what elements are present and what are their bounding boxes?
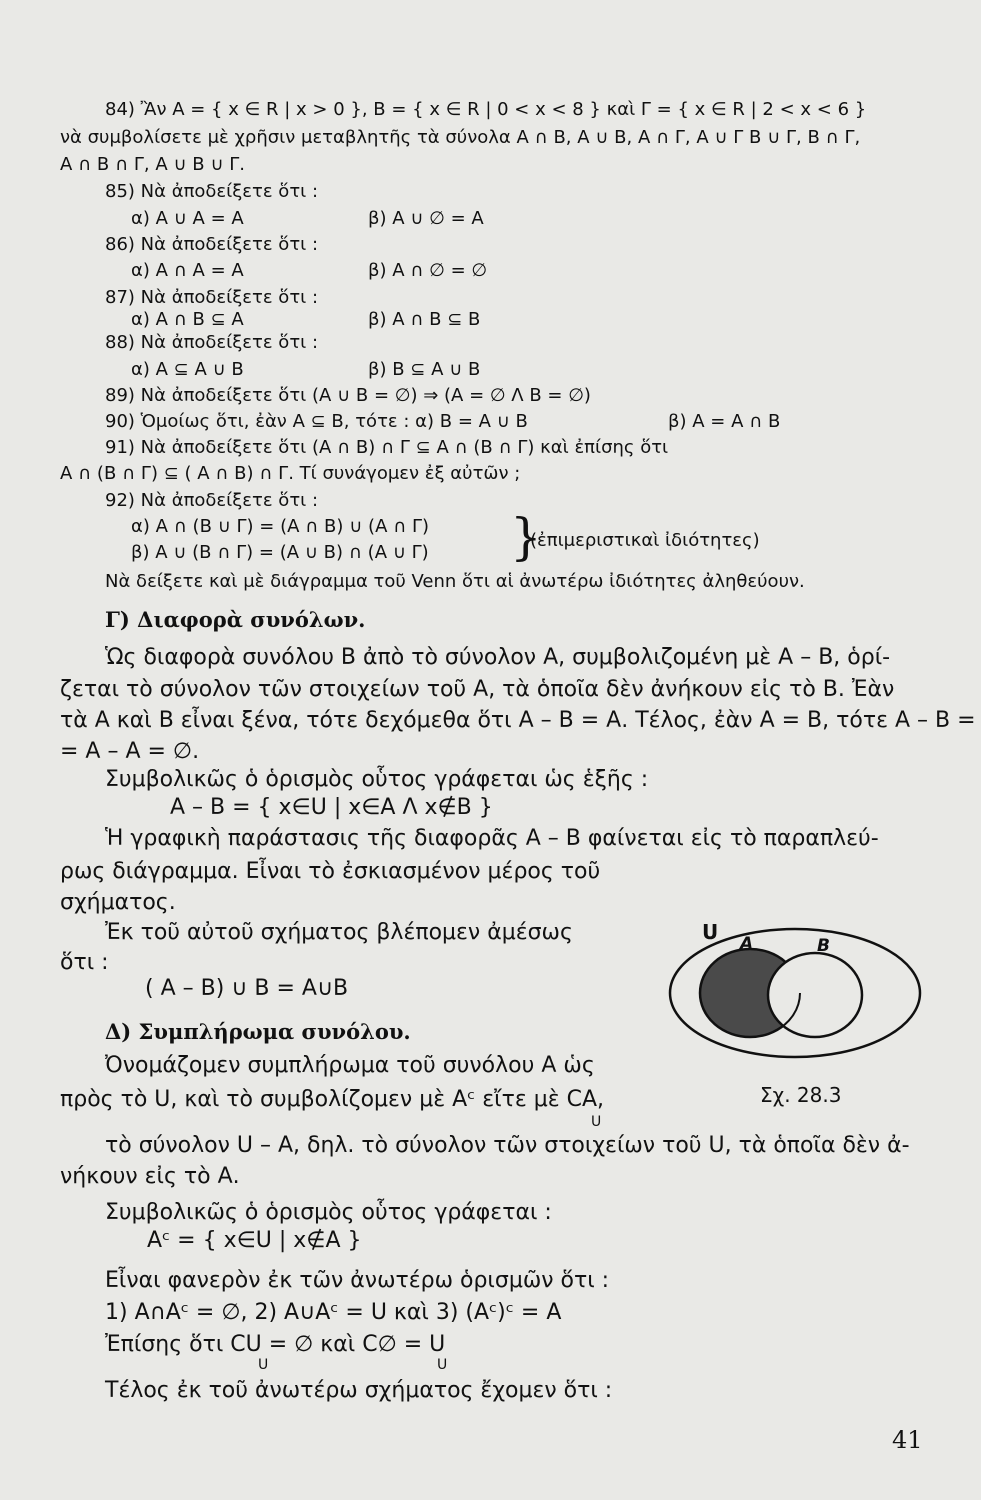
complement-line1: Ὀνομάζομεν συμπλήρωμα τοῦ συνόλου Α ὡς (105, 1053, 595, 1078)
exercise-84-line1: 84) Ἂν Α = { x ∈ R | x > 0 }, Β = { x ∈ R | 0 < x < 8 } καὶ Γ = { x ∈ R | 2 < x < 6 } (105, 99, 867, 120)
exercise-88-a: α) Α ⊆ Α ∪ Β (131, 359, 244, 380)
exercise-86-a: α) Α ∩ Α = Α (131, 260, 244, 281)
complement-line6: Εἶναι φανερὸν ἐκ τῶν ἀνωτέρω ὁρισμῶν ὅτι : (105, 1268, 610, 1293)
exercise-88: 88) Νὰ ἀποδείξετε ὅτι : (105, 332, 319, 353)
difference-line3: τὰ Α καὶ Β εἶναι ξένα, τότε δεχόμεθα ὅτι Α – Β = Α. Τέλος, ἐὰν Α = Β, τότε Α – Β = (60, 708, 976, 733)
difference-line1: Ὡς διαφορὰ συνόλου Β ἀπὸ τὸ σύνολον Α, συμβολιζομένη μὲ Α – Β, ὁρί- (105, 645, 891, 670)
exercise-86-b: β) Α ∩ ∅ = ∅ (368, 260, 488, 281)
section-difference-heading: Γ) Διαφορὰ συνόλων. (105, 607, 366, 632)
complement-line4: νήκουν εἰς τὸ Α. (60, 1164, 240, 1189)
exercise-91-line2: Α ∩ (Β ∩ Γ) ⊆ ( Α ∩ Β) ∩ Γ. Τί συνάγομεν ἐξ αὐτῶν ; (60, 463, 521, 484)
figure-caption: Σχ. 28.3 (760, 1083, 842, 1107)
complement-formula: Aᶜ = { x∈U | x∉A } (147, 1228, 362, 1253)
distributive-label: (ἐπιμεριστικαὶ ἰδιότητες) (530, 530, 760, 551)
complement-line7: 1) A∩Aᶜ = ∅, 2) A∪Aᶜ = U καὶ 3) (Aᶜ)ᶜ = A (105, 1300, 562, 1325)
complement-line5: Συμβολικῶς ὁ ὁρισμὸς οὗτος γράφεται : (105, 1200, 552, 1225)
set-b-circle (768, 953, 862, 1037)
difference-line9: Ἐκ τοῦ αὐτοῦ σχήματος βλέπομεν ἀμέσως (105, 920, 573, 945)
exercise-87: 87) Νὰ ἀποδείξετε ὅτι : (105, 287, 319, 308)
exercise-85: 85) Νὰ ἀποδείξετε ὅτι : (105, 181, 319, 202)
complement-subscript-u-3: U (437, 1357, 448, 1373)
right-brace: } (510, 508, 542, 566)
exercise-92-a: α) Α ∩ (Β ∪ Γ) = (Α ∩ Β) ∪ (Α ∩ Γ) (131, 516, 430, 537)
complement-subscript-u-2: U (258, 1357, 269, 1373)
difference-line8: σχήματος. (60, 890, 176, 915)
label-b: B (817, 936, 830, 956)
difference-formula: Α – Β = { x∈U | x∈A Λ x∉B } (170, 795, 493, 820)
label-u: U (702, 920, 719, 944)
difference-line10: ὅτι : (60, 950, 109, 975)
venn-diagram (660, 915, 930, 1065)
page-number: 41 (892, 1426, 923, 1454)
difference-line5: Συμβολικῶς ὁ ὁρισμὸς οὗτος γράφεται ὡς ἑξῆς : (105, 767, 649, 792)
exercise-87-a: α) Α ∩ Β ⊆ Α (131, 309, 244, 330)
exercise-90-a: 90) Ὁμοίως ὅτι, ἐὰν Α ⊆ Β, τότε : α) Β = Α ∪ Β (105, 411, 528, 432)
exercise-87-b: β) Α ∩ Β ⊆ Β (368, 309, 481, 330)
exercise-89: 89) Νὰ ἀποδείξετε ὅτι (Α ∪ Β = ∅) ⇒ (Α = ∅ Λ Β = ∅) (105, 385, 591, 406)
difference-line4: = Α – Α = ∅. (60, 739, 200, 764)
complement-line8: Ἐπίσης ὅτι CU = ∅ καὶ C∅ = U (105, 1332, 446, 1357)
exercise-88-b: β) Β ⊆ Α ∪ Β (368, 359, 481, 380)
exercise-84-line2: νὰ συμβολίσετε μὲ χρῆσιν μεταβλητῆς τὰ σύνολα Α ∩ Β, Α ∪ Β, Α ∩ Γ, Α ∪ Γ Β ∪ Γ, Β ∩ Γ, (60, 127, 861, 148)
difference-line6: Ἡ γραφικὴ παράστασις τῆς διαφορᾶς Α – Β φαίνεται εἰς τὸ παραπλεύ- (105, 826, 879, 851)
venn-note: Νὰ δείξετε καὶ μὲ διάγραμμα τοῦ Venn ὅτι αἱ ἀνωτέρω ἰδιότητες ἀληθεύουν. (105, 571, 805, 592)
complement-subscript-u: U (591, 1114, 602, 1130)
exercise-90-b: β) Α = Α ∩ Β (668, 411, 781, 432)
section-complement-heading: Δ) Συμπλήρωμα συνόλου. (105, 1019, 411, 1044)
complement-line2: πρὸς τὸ U, καὶ τὸ συμβολίζομεν μὲ Aᶜ εἴτε μὲ CA, (60, 1087, 605, 1112)
exercise-92: 92) Νὰ ἀποδείξετε ὅτι : (105, 490, 319, 511)
exercise-91-line1: 91) Νὰ ἀποδείξετε ὅτι (Α ∩ Β) ∩ Γ ⊆ Α ∩ (Β ∩ Γ) καὶ ἐπίσης ὅτι (105, 437, 669, 458)
exercise-84-line3: Α ∩ Β ∩ Γ, Α ∪ Β ∪ Γ. (60, 154, 246, 175)
exercise-86: 86) Νὰ ἀποδείξετε ὅτι : (105, 234, 319, 255)
exercise-85-b: β) Α ∪ ∅ = Α (368, 208, 484, 229)
complement-line9: Τέλος ἐκ τοῦ ἀνωτέρω σχήματος ἔχομεν ὅτι : (105, 1378, 613, 1403)
complement-line3: τὸ σύνολον U – Α, δηλ. τὸ σύνολον τῶν στοιχείων τοῦ U, τὰ ὁποῖα δὲν ἀ- (105, 1133, 910, 1158)
exercise-85-a: α) Α ∪ Α = Α (131, 208, 244, 229)
label-a: A (740, 934, 754, 954)
difference-result: ( Α – Β) ∪ Β = Α∪Β (145, 976, 349, 1001)
difference-line2: ζεται τὸ σύνολον τῶν στοιχείων τοῦ Α, τὰ ὁποῖα δὲν ἀνήκουν εἰς τὸ Β. Ἐὰν (60, 677, 895, 702)
exercise-92-b: β) Α ∪ (Β ∩ Γ) = (Α ∪ Β) ∩ (Α ∪ Γ) (131, 542, 429, 563)
difference-line7: ρως διάγραμμα. Εἶναι τὸ ἐσκιασμένον μέρος τοῦ (60, 859, 601, 884)
